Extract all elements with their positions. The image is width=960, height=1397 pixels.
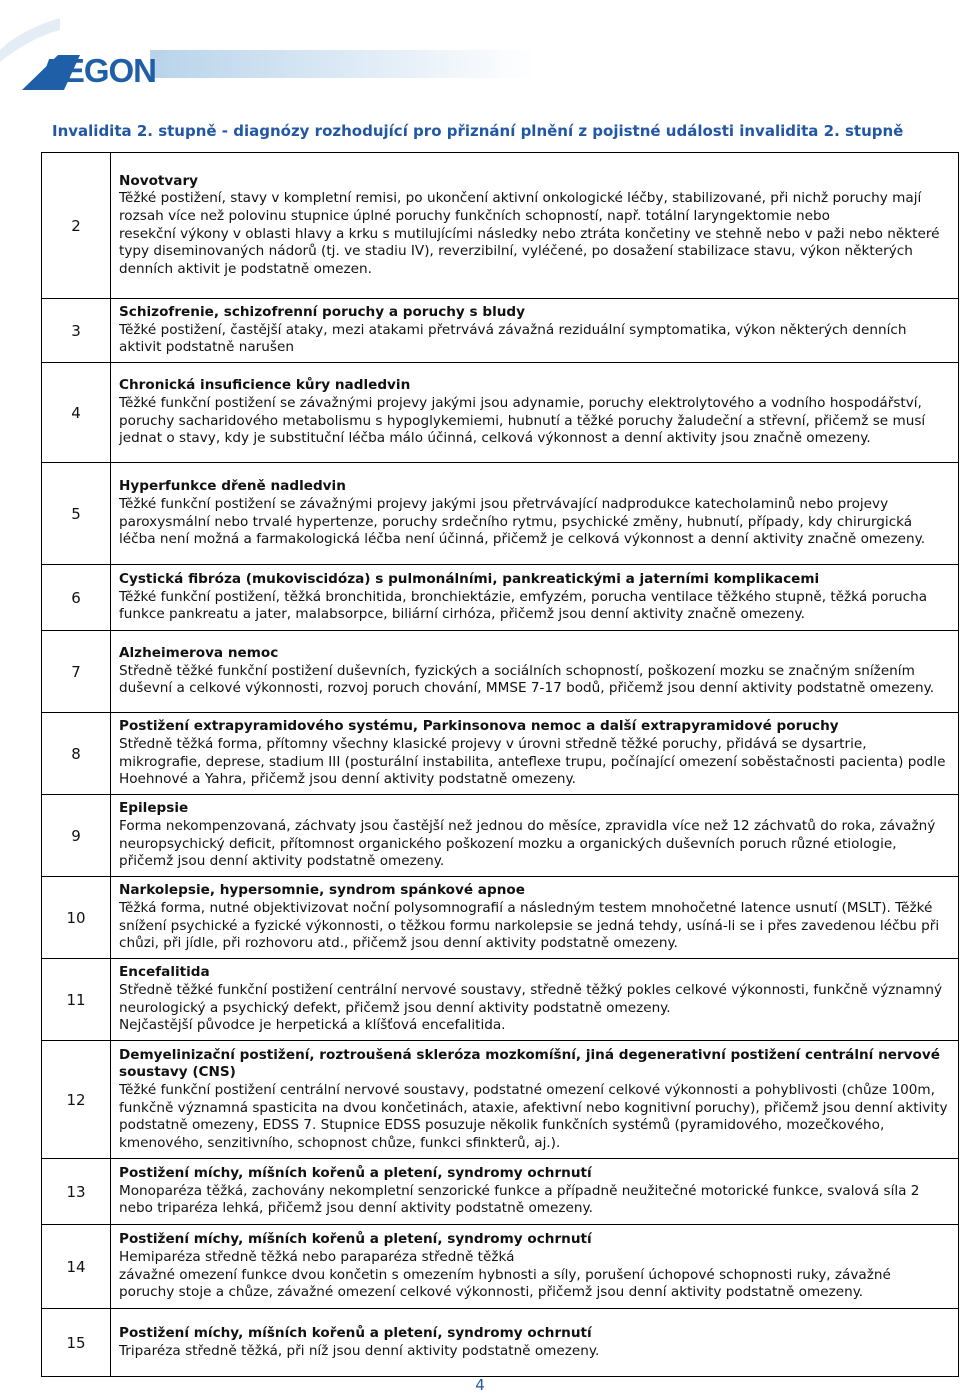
row-content — [111, 959, 959, 1041]
row-content — [111, 1309, 959, 1377]
diagnosis-heading: Schizofrenie, schizofrenní poruchy a poruchy s bludy — [119, 304, 526, 321]
row-number: 14 — [42, 1225, 111, 1309]
table-row — [42, 565, 959, 631]
diagnosis-heading: Demyelinizační postižení, roztroušená skleróza mozkomíšní, jiná degenerativní postižení centrální nervové soustavy (CNS) — [119, 1046, 940, 1081]
row-content — [111, 565, 959, 631]
row-content — [111, 363, 959, 463]
document-title: Invalidita 2. stupně - diagnózy rozhodující pro přiznání plnění z pojistné události invalidita 2. stupně — [52, 122, 904, 140]
row-content — [111, 1159, 959, 1225]
diagnosis-heading: Cystická fibróza (mukoviscidóza) s pulmonálními, pankreatickými a jaterními komplikacemi — [119, 571, 820, 588]
diagnosis-heading: Hyperfunkce dřeně nadledvin — [119, 478, 346, 495]
table-row — [42, 795, 959, 877]
diagnosis-heading: Encefalitida — [119, 964, 210, 981]
row-content — [111, 795, 959, 877]
table-row — [42, 299, 959, 363]
row-content — [111, 631, 959, 713]
diagnosis-description: Monoparéza těžká, zachovány nekompletní senzorické funkce a případně neužitečné motorické funkce, svalová síla 2 nebo triparéza lehká, přičemž jsou denní aktivity podstatně omezeny. — [119, 1182, 920, 1217]
row-number: 3 — [42, 299, 111, 363]
diagnosis-heading: Novotvary — [119, 172, 199, 189]
diagnosis-description: Těžké funkční postižení centrální nervové soustavy, podstatné omezení celkové výkonnosti a pohyblivosti (chůze 100m, funkčně významná spasticita na dvou končetinách, ataxie, afektivní nebo kognitivní poruchy), přičemž jsou denní aktivity podstatně omezeny, EDSS 7. Stupnice EDSS posuzuje několik funkčních systémů (pyramidového, mozečkového, kmenového, senzitivního, schopnost chůze, funkci sfinkterů, aj.). — [119, 1081, 948, 1151]
diagnosis-description: Těžké funkční postižení se závažnými projevy jakými jsou přetrvávající nadprodukce katecholaminů nebo projevy paroxysmální nebo trvalé hypertenze, poruchy srdečního rytmu, psychické změny, hubnutí, případy, kdy chirurgická léčba není možná a farmakologická léčba není účinná, přičemž je celková výkonnost a denní aktivity značně omezeny. — [119, 495, 926, 548]
diagnosis-heading: Narkolepsie, hypersomnie, syndrom spánkové apnoe — [119, 882, 525, 899]
row-number: 15 — [42, 1309, 111, 1377]
row-content — [111, 713, 959, 795]
diagnosis-description: Těžké postižení, častější ataky, mezi atakami přetrvává závažná reziduální symptomatika, výkon některých denních aktivit podstatně narušen — [119, 321, 907, 356]
table-row — [42, 1159, 959, 1225]
row-content — [111, 1041, 959, 1159]
table-row — [42, 463, 959, 565]
diagnosis-description: Těžká forma, nutné objektivizovat noční polysomnografií a následným testem mnohočetné latence usnutí (MSLT). Těžké snížení psychické a fyzické výkonnosti, o těžkou formu narkolepsie se jedná tehdy, usíná-li se i přes zavedenou léčbu při chůzi, při jídle, při rozhovoru atd., přičemž jsou denní aktivity podstatně omezeny. — [119, 899, 940, 952]
row-number: 5 — [42, 463, 111, 565]
row-number: 8 — [42, 713, 111, 795]
table-row — [42, 1309, 959, 1377]
table-row — [42, 631, 959, 713]
diagnosis-description: Forma nekompenzovaná, záchvaty jsou častější než jednou do měsíce, zpravidla více než 12 záchvatů do roka, závažný neuropsychický deficit, přítomnost organického poškození mozku a organických duševních poruch různé etiologie, přičemž jsou denní aktivity podstatně omezeny. — [119, 817, 936, 870]
row-number: 7 — [42, 631, 111, 713]
page-header — [0, 0, 960, 100]
diagnosis-description: Středně těžká forma, přítomny všechny klasické projevy v úrovni středně těžké poruchy, přidává se dysartrie, mikrografie, deprese, stadium III (posturální instabilita, anteflexe trupu, počínající omezení soběstačnosti pacienta) podle Hoehnové a Yahra, přičemž jsou denní aktivity podstatně omezeny. — [119, 735, 946, 788]
row-content — [111, 153, 959, 299]
diagnosis-description: Triparéza středně těžká, při níž jsou denní aktivity podstatně omezeny. — [119, 1342, 600, 1359]
diagnosis-heading: Postižení míchy, míšních kořenů a pletení, syndromy ochrnutí — [119, 1324, 592, 1341]
table-row — [42, 1225, 959, 1309]
row-number: 12 — [42, 1041, 111, 1159]
diagnosis-description: resekční výkony v oblasti hlavy a krku s mutilujícími následky nebo ztráta končetiny ve stehně nebo v paži nebo některé typy diseminovaných nádorů (tj. ve stadiu IV), reverzibilní, vyléčené, po dosažení stabilizace stavu, výkon některých denních aktivit je podstatně omezen. — [119, 225, 940, 277]
logo-text: AEGON — [40, 52, 157, 89]
diagnosis-heading: Epilepsie — [119, 800, 189, 817]
diagnosis-description: Nejčastější původce je herpetická a klíšťová encefalitida. — [119, 1017, 506, 1034]
table-row — [42, 153, 959, 299]
table-row — [42, 877, 959, 959]
row-content — [111, 299, 959, 363]
table-row — [42, 1041, 959, 1159]
diagnosis-description: Středně těžké funkční postižení centrální nervové soustavy, středně těžký pokles celkové výkonnosti, funkčně významný neurologický a psychický defekt, přičemž jsou denní aktivity podstatně omezeny. — [119, 981, 943, 1016]
diagnosis-description: Těžké postižení, stavy v kompletní remisi, po ukončení aktivní onkologické léčby, stabilizované, při nichž poruchy mají rozsah více než polovinu stupnice úplné poruchy funkčních schopností, např. totální laryngektomie nebo — [119, 190, 922, 224]
row-number: 6 — [42, 565, 111, 631]
diagnosis-heading: Postižení míchy, míšních kořenů a pletení, syndromy ochrnutí — [119, 1231, 592, 1248]
page-number: 4 — [475, 1376, 485, 1394]
aegon-logo-icon — [0, 0, 960, 100]
row-number: 11 — [42, 959, 111, 1041]
table-row — [42, 363, 959, 463]
diagnosis-description: Těžké funkční postižení se závažnými projevy jakými jsou adynamie, poruchy elektrolytového a vodního hospodářství, poruchy sacharidového metabolismu s hypoglykemiemi, hubnutí a těžké poruchy žaludeční a střevní, přičemž se musí jednat o stavy, kdy je substituční léčba málo účinná, celková výkonnost a denní aktivity jsou značně omezeny. — [119, 394, 926, 447]
row-content — [111, 1225, 959, 1309]
row-number: 2 — [42, 153, 111, 299]
row-content — [111, 463, 959, 565]
row-number: 9 — [42, 795, 111, 877]
diagnosis-heading: Postižení míchy, míšních kořenů a pletení, syndromy ochrnutí — [119, 1165, 592, 1182]
table-row — [42, 713, 959, 795]
row-number: 13 — [42, 1159, 111, 1225]
diagnosis-description: Těžké funkční postižení, těžká bronchitida, bronchiektázie, emfyzém, porucha ventilace těžkého stupně, těžká porucha funkce pankreatu a jater, malabsorpce, biliární cirhóza, přičemž jsou denní aktivity značně omezeny. — [119, 588, 928, 623]
diagnosis-description: Středně těžké funkční postižení duševních, fyzických a sociálních schopností, poškození mozku se značným snížením duševní a celkové výkonnosti, rozvoj poruch chování, MMSE 7-17 bodů, přičemž jsou denní aktivity podstatně omezeny. — [119, 662, 935, 697]
diagnosis-heading: Chronická insuficience kůry nadledvin — [119, 377, 411, 394]
diagnosis-description: závažné omezení funkce dvou končetin s omezením hybnosti a síly, porušení úchopové schopnosti ruky, závažné poruchy stoje a chůze, závažné omezení celkové výkonnosti, přičemž jsou denní aktivity podstatně omezeny. — [119, 1266, 891, 1301]
table-row — [42, 959, 959, 1041]
row-content — [111, 877, 959, 959]
diagnosis-table — [41, 152, 959, 1377]
row-number: 10 — [42, 877, 111, 959]
row-number: 4 — [42, 363, 111, 463]
diagnosis-heading: Postižení extrapyramidového systému, Parkinsonova nemoc a další extrapyramidové poruchy — [119, 718, 839, 735]
diagnosis-heading: Alzheimerova nemoc — [119, 645, 279, 662]
diagnosis-description: Hemiparéza středně těžká nebo paraparéza středně těžká — [119, 1248, 515, 1265]
